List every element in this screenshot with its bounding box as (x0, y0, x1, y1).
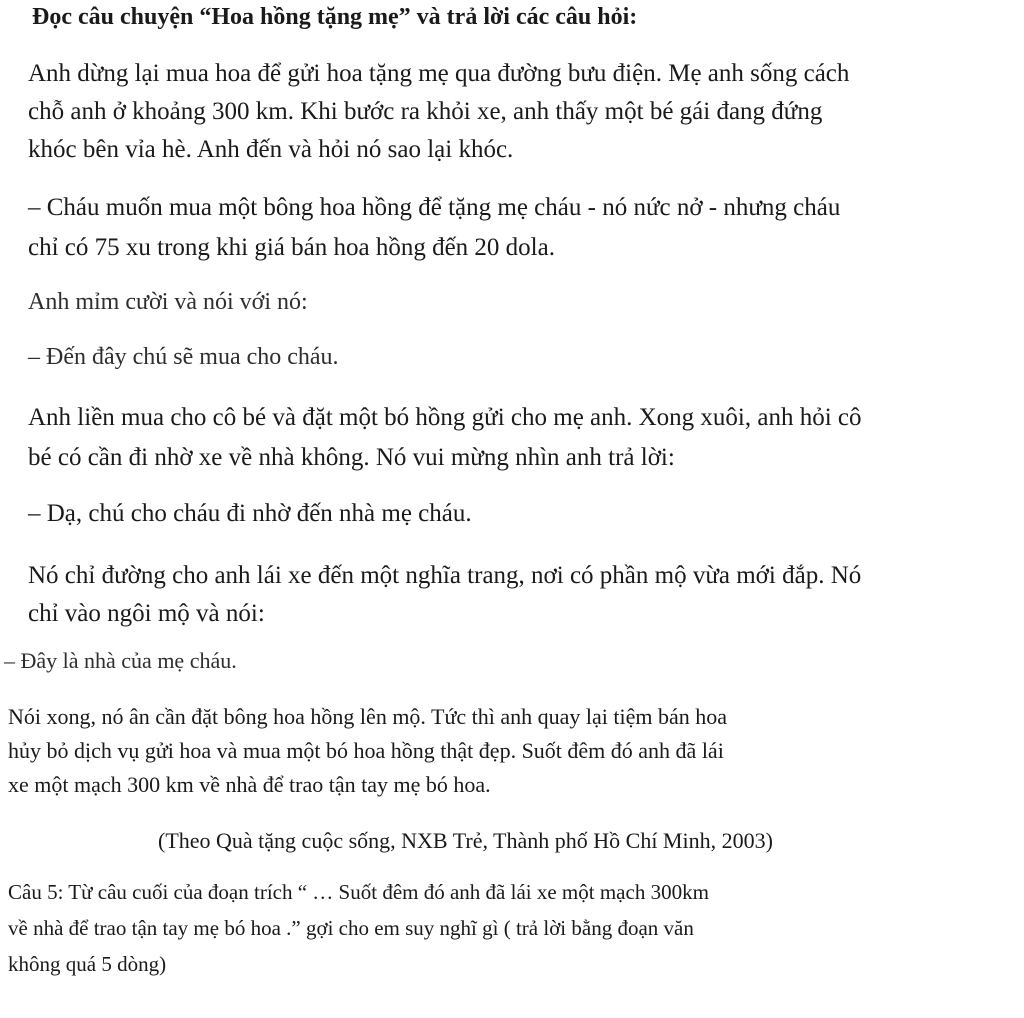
paragraph-line: Nó chỉ đường cho anh lái xe đến một nghĩa trang, nơi có phần mộ vừa mới đắp. Nó (28, 562, 862, 589)
dialogue-line: – Đến đây chú sẽ mua cho cháu. (28, 344, 339, 370)
paragraph-line: chỉ có 75 xu trong khi giá bán hoa hồng đến 20 dola. (28, 234, 555, 261)
question-line: Câu 5: Từ câu cuối của đoạn trích “ … Suốt đêm đó anh đã lái xe một mạch 300km (8, 880, 709, 904)
dialogue-line: – Đây là nhà của mẹ cháu. (4, 648, 237, 673)
paragraph-line: chỉ vào ngôi mộ và nói: (28, 600, 265, 627)
dialogue-line: – Dạ, chú cho cháu đi nhờ đến nhà mẹ cháu. (28, 500, 472, 527)
paragraph-line: Anh liền mua cho cô bé và đặt một bó hồng gửi cho mẹ anh. Xong xuôi, anh hỏi cô (28, 404, 862, 431)
paragraph-line: bé có cần đi nhờ xe về nhà không. Nó vui mừng nhìn anh trả lời: (28, 444, 675, 471)
paragraph-line: xe một mạch 300 km về nhà để trao tận tay mẹ bó hoa. (8, 772, 491, 797)
question-line: không quá 5 dòng) (8, 952, 167, 976)
question-line: về nhà để trao tận tay mẹ bó hoa .” gợi cho em suy nghĩ gì ( trả lời bằng đoạn văn (8, 916, 694, 940)
paragraph-line: Anh dừng lại mua hoa để gửi hoa tặng mẹ qua đường bưu điện. Mẹ anh sống cách (28, 60, 850, 87)
page-heading: Đọc câu chuyện “Hoa hồng tặng mẹ” và trả lời các câu hỏi: (32, 4, 638, 30)
source-citation: (Theo Quà tặng cuộc sống, NXB Trẻ, Thành phố Hồ Chí Minh, 2003) (158, 828, 773, 853)
paragraph-line: chỗ anh ở khoảng 300 km. Khi bước ra khỏi xe, anh thấy một bé gái đang đứng (28, 98, 823, 125)
paragraph-line: – Cháu muốn mua một bông hoa hồng để tặng mẹ cháu - nó nức nở - nhưng cháu (28, 194, 841, 221)
paragraph-line: khóc bên vỉa hè. Anh đến và hỏi nó sao lại khóc. (28, 136, 514, 163)
paragraph-line: hủy bỏ dịch vụ gửi hoa và mua một bó hoa hồng thật đẹp. Suốt đêm đó anh đã lái (8, 738, 724, 763)
paragraph-line: Nói xong, nó ân cần đặt bông hoa hồng lên mộ. Tức thì anh quay lại tiệm bán hoa (8, 704, 728, 729)
paragraph-line: Anh mỉm cười và nói với nó: (28, 289, 308, 315)
